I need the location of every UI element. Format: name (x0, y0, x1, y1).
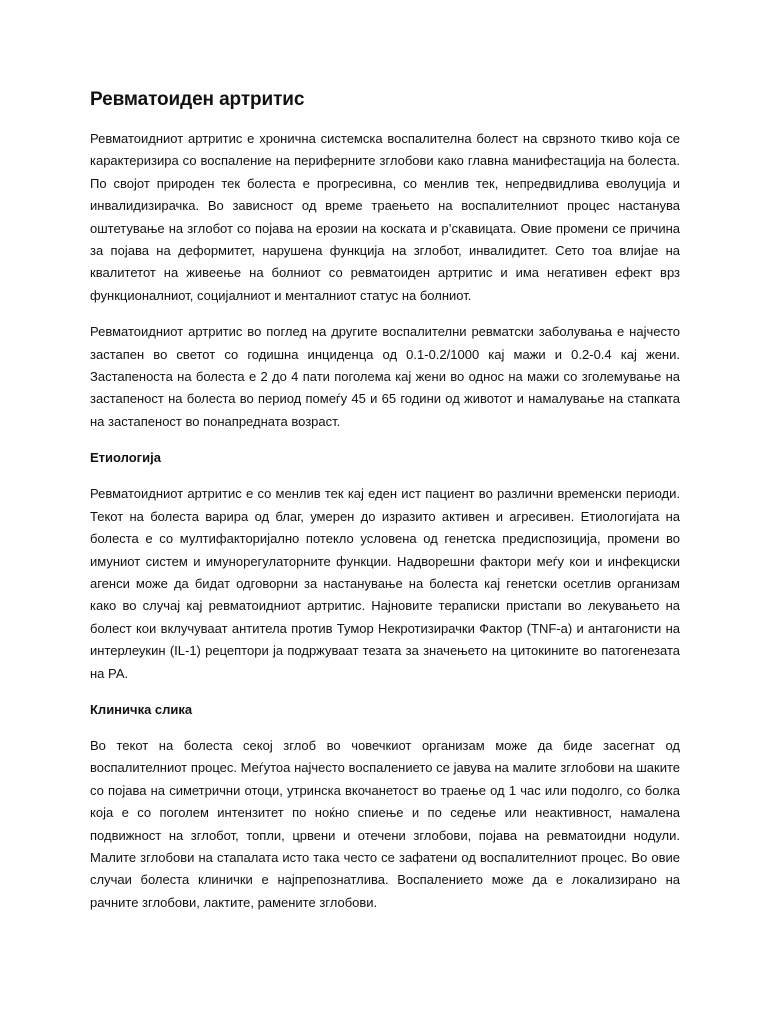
etiology-heading: Етиологија (90, 450, 161, 466)
intro-paragraph-2: Ревматоидниот артритис во поглед на другите воспалителни ревматски заболувања е најчесто застапен во светот со годишна инциденца од 0.1-0.2/1000 кај мажи и 0.2-0.4 кај жени. Застапеноста на болеста е 2 до 4 пати поголема кај жени во однос на мажи со зголемување на застапеност на болеста во период помеѓу 45 и 65 години од животот и намалување на стапката на застапеност во понапредната возраст. (90, 324, 680, 429)
clinical-paragraph: Во текот на болеста секој зглоб во човечкиот организам може да биде засегнат од воспалителниот процес. Меѓутоа најчесто воспалението се јавува на малите зглобови на шаките со појава на симетрични отоци, утринска вкочанетост во траење од 1 час или подолго, со болка која е со поголем интензитет по ноќно спиење и по седење или неактивност, намалена подвижност на зглобот, топли, црвени и отечени зглобови, појава на ревматоидни нодули. Малите зглобови на стапалата исто така често се зафатени од воспалителниот процес. Во овие случаи болеста клинички е најпрепознатлива. Воспалението може да е локализирано на рачните зглобови, лактите, рамените зглобови. (90, 737, 680, 910)
intro-paragraph-1: Ревматоидниот артритис е хронична системска воспалителна болест на сврзното ткиво која се карактеризира со воспаление на периферните зглобови како главна манифестација на болеста. По својот природен тек болеста е прогресивна, со менлив тек, непредвидлива еволуција и инвалидизирачка. Во зависност од време траењето на воспалителниот процес настанува оштетување на зглобот со појава на ерозии на коската и р’скавицата. Овие промени се причина за појава на деформитет, нарушена функција на зглобот, инвалидитет. Сето тоа влијае на квалитетот на живеење на болниот со ревматоиден артритис и има негативен ефект врз функционалниот, социјалниот и менталниот статус на болниот. (90, 131, 680, 303)
document-title: Ревматоиден артритис (90, 89, 305, 110)
document-page (90, 86, 680, 928)
etiology-paragraph: Ревматоидниот артритис е со менлив тек кај еден ист пациент во различни временски периоди. Текот на болеста варира од благ, умерен до изразито активен и агресивен. Етиологијата на болеста е со мултифакторијално потекло условена од генетска предиспозиција, промени во имуниот систем и имунорегулаторните функции. Надворешни фактори меѓу кои и инфекциски агенси може да бидат одговорни за настанување на болеста кај генетски осетлив организам како во случај кај ревматоидниот артритис. Најновите тераписки пристапи во лекувањето на болест кои вклучуваат антитела против Тумор Некротизирачки Фактор (TNF-a) и антагонисти на интерлеукин (IL-1) рецептори ја подржуваат тезата за значењето на цитокините во патогенезата на РА. (90, 486, 680, 681)
clinical-heading: Клиничка слика (90, 701, 193, 717)
